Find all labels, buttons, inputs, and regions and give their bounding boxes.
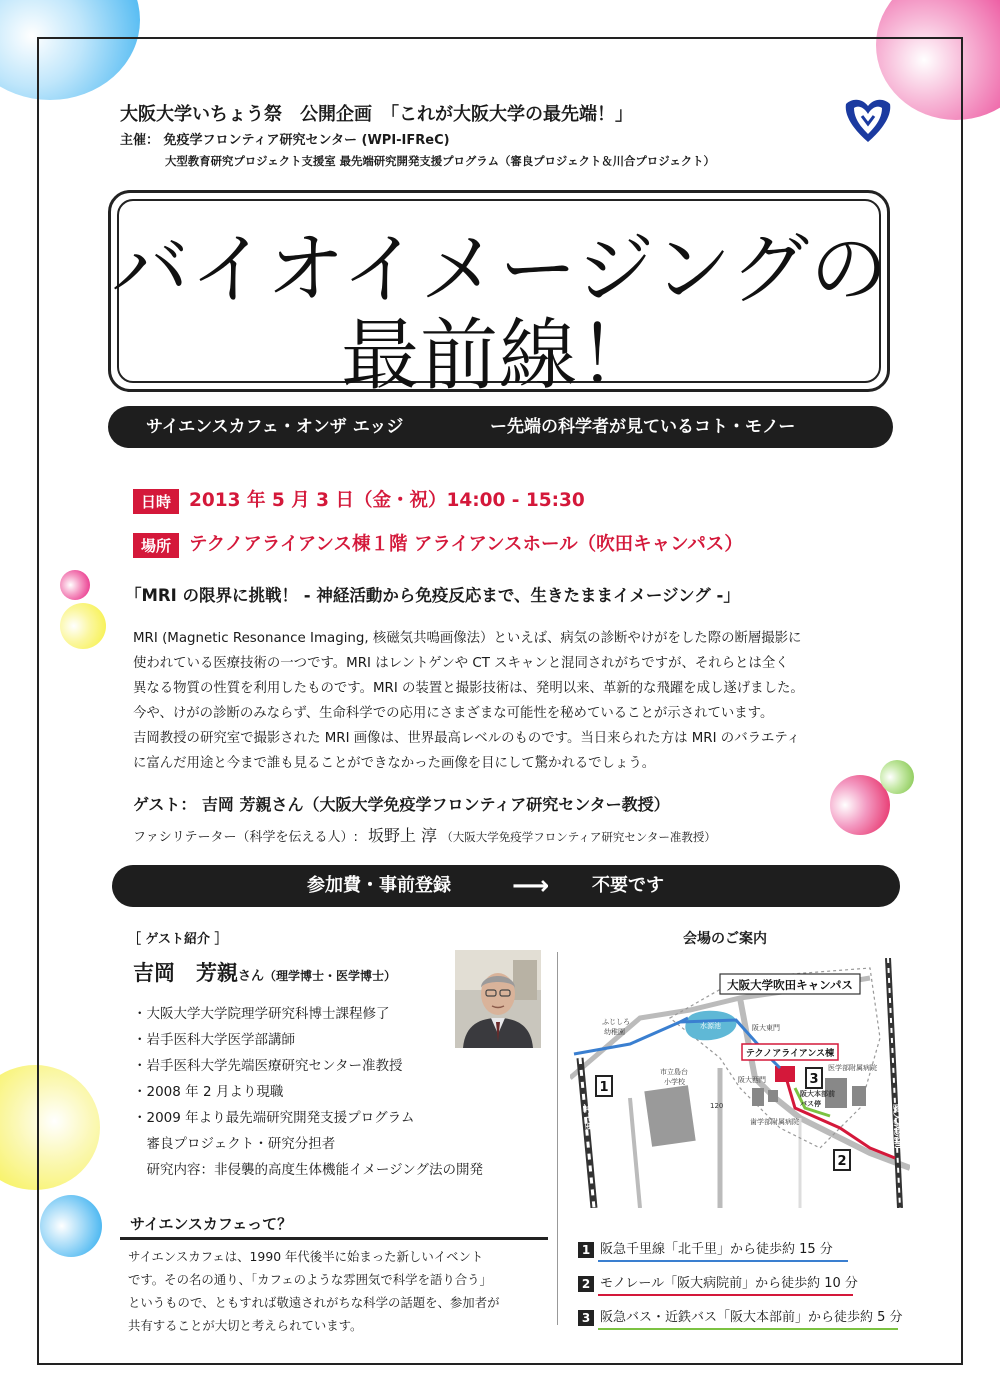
map-heading: 会場のご案内 (683, 931, 767, 947)
fee-label: 参加費・事前登録 (307, 875, 451, 896)
access-item-1 (578, 1238, 833, 1258)
facilitator-name: 坂野上 淳 (368, 826, 438, 845)
campus-map (570, 958, 910, 1208)
access-text: 阪急千里線「北千里」から徒歩約 15 分 (600, 1242, 833, 1257)
arrow-icon: ⟶ (512, 871, 550, 901)
map-label-pond: 水源池 (700, 1022, 721, 1030)
science-cafe-rule (120, 1237, 548, 1240)
event-date (133, 486, 585, 514)
date-tag: 日時 (133, 489, 179, 514)
talk-body-line: に富んだ用途と今まで誰も見ることができなかった画像を目にして驚かれるでしょう。 (133, 756, 656, 771)
talk-body-line: 今や、けがの診断のみならず、生命科学での応用にさまざまな可能性を秘めていることが示されています。 (133, 706, 774, 721)
subtitle-left: サイエンスカフェ・オンザ エッジ (146, 417, 404, 437)
access-number: 3 (578, 1310, 594, 1326)
access-text: モノレール「阪大病院前」から徒歩約 10 分 (600, 1276, 858, 1291)
map-label-honbu-bus: 阪大本部前 (800, 1090, 835, 1098)
access-number: 1 (578, 1242, 594, 1258)
talk-body-line: 吉岡教授の研究室で撮影された MRI 画像は、世界最高レベルのものです。当日来られた方は MRI のバラエティ (133, 731, 801, 746)
talk-body (133, 626, 903, 776)
title-box (108, 190, 890, 401)
map-label-school-2: 小学校 (664, 1078, 685, 1086)
title-line-1: バイオイメージングの (111, 225, 889, 315)
access-number: 2 (578, 1276, 594, 1292)
map-marker-3: 3 (809, 1072, 819, 1087)
map-campus-label: 大阪大学吹田キャンパス (727, 978, 853, 992)
map-label-hospital-dent: 歯学部附属病院 (750, 1118, 799, 1126)
science-cafe-line: 共有することが大切と考えられています。 (128, 1318, 363, 1333)
access-underline-green (598, 1328, 898, 1330)
map-label-hospital-med: 医学部附属病院 (828, 1064, 877, 1072)
science-cafe-line: です。その名の通り、「カフェのような雰囲気で科学を語り合う」 (128, 1272, 492, 1287)
map-label-west-gate: 阪大西門 (738, 1076, 766, 1084)
osaka-university-logo (840, 96, 896, 146)
talk-body-line: MRI (Magnetic Resonance Imaging, 核磁気共鳴画像法）といえば、病気の診断やけがをした際の断層撮影に (133, 631, 802, 646)
guest-name: 吉岡 芳親 (133, 961, 238, 985)
facilitator-affiliation: （大阪大学免疫学フロンティア研究センター准教授） (441, 830, 716, 844)
list-item: ・岩手医科大学先端医療研究センター准教授 (133, 1058, 403, 1074)
place-tag: 場所 (133, 533, 179, 558)
list-item: ・大阪大学大学院理学研究科博士課程修了 (133, 1006, 390, 1022)
access-underline-red (598, 1294, 853, 1296)
place-text: テクノアライアンス棟１階 アライアンスホール（吹田キャンパス） (189, 534, 743, 555)
facilitator-line (133, 823, 716, 846)
date-text: 2013 年 5 月 3 日（金・祝）14:00 - 15:30 (189, 490, 585, 511)
organizer-line-1 (120, 129, 450, 148)
subtitle-right: ー先端の科学者が見ているコト・モノー (490, 417, 796, 437)
list-item: 研究内容：非侵襲的高度生体機能イメージング法の開発 (133, 1162, 483, 1178)
map-label-honbu-bus-2: バス停 (800, 1100, 821, 1108)
map-marker-2: 2 (837, 1154, 847, 1169)
science-cafe-body (128, 1245, 499, 1337)
event-place (133, 530, 743, 558)
talk-body-line: 異なる物質の性質を利用したものです。MRI の装置と撮影技術は、発明以来、革新的な飛躍を成し遂げました。 (133, 681, 804, 696)
map-building-label: テクノアライアンス棟 (745, 1049, 835, 1059)
organizer-line-2: 大型教育研究プロジェクト支援室 最先端研究開発支援プログラム（審良プロジェクト＆川合プロジェクト） (165, 154, 715, 168)
map-marker-1: 1 (599, 1080, 609, 1095)
organizer-label: 主催： (120, 133, 160, 148)
guest-line: ゲスト： 吉岡 芳親さん（大阪大学免疫学フロンティア研究センター教授） (133, 795, 670, 814)
festival-title: 大阪大学いちょう祭 公開企画 「これが大阪大学の最先端！」 (120, 104, 633, 125)
map-label-route: 120 (710, 1102, 724, 1110)
fee-bar (112, 865, 900, 907)
guest-honorific: さん (238, 969, 265, 984)
access-item-3 (578, 1306, 903, 1326)
list-item: ・2009 年より最先端研究開発支援プログラム (133, 1110, 415, 1126)
map-label-handai-byoin: 阪大病院前 (890, 1103, 903, 1150)
map-label-kitasenri: 北千里 (580, 1103, 594, 1132)
map-label-fujishiro: ふじしろ (602, 1018, 630, 1026)
organizer-ifrec: 免疫学フロンティア研究センター (WPI-IFReC) (163, 133, 450, 148)
list-item: ・岩手医科大学医学部講師 (133, 1032, 295, 1048)
fee-value: 不要です (592, 875, 664, 896)
title-line-2: 最前線！ (340, 311, 657, 401)
science-cafe-line: サイエンスカフェは、1990 年代後半に始まった新しいイベント (128, 1249, 484, 1264)
guest-intro-label: ［ ゲスト紹介 ］ (128, 932, 228, 947)
map-label-school: 市立島台 (660, 1068, 688, 1076)
access-underline-blue (598, 1260, 848, 1262)
talk-heading: 「MRI の限界に挑戦！ - 神経活動から免疫反応まで、生きたままイメージング -」 (125, 586, 740, 605)
science-cafe-heading: サイエンスカフェって？ (130, 1215, 293, 1233)
guest-degrees: （理学博士・医学博士） (264, 969, 397, 983)
list-item: 審良プロジェクト・研究分担者 (133, 1136, 336, 1152)
science-cafe-line: というもので、ともすれば敬遠されがちな科学の話題を、参加者が (128, 1295, 500, 1310)
access-text: 阪急バス・近鉄バス「阪大本部前」から徒歩約 5 分 (600, 1310, 903, 1325)
guest-name-line (133, 957, 396, 987)
map-label-fujishiro-2: 幼稚園 (604, 1028, 625, 1036)
list-item: ・2008 年 2 月より現職 (133, 1084, 284, 1100)
map-label-east-gate: 阪大東門 (752, 1024, 780, 1032)
guest-career-list (133, 1001, 483, 1183)
facilitator-label: ファシリテーター（科学を伝える人）: (133, 830, 358, 845)
map-divider (557, 952, 558, 1325)
access-item-2 (578, 1272, 858, 1292)
talk-body-line: 使われている医療技術の一つです。MRI はレントゲンや CT スキャンと混同されがちですが、それらとは全く (133, 656, 789, 671)
subtitle-bar (108, 406, 893, 448)
